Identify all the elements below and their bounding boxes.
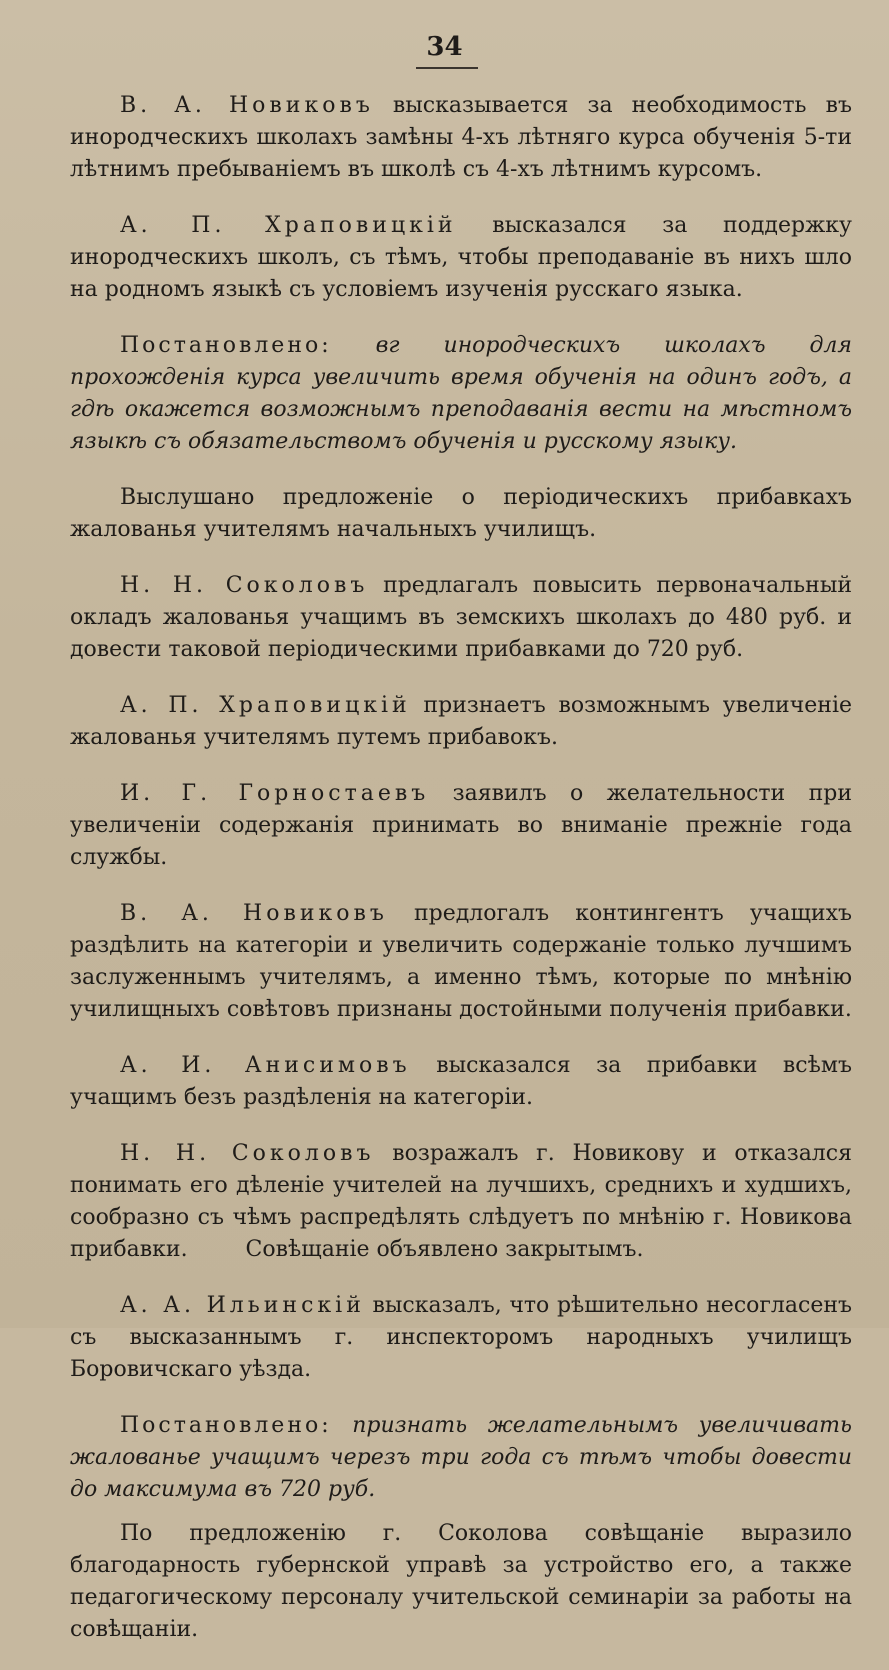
speaker-name: А. П. Храповицкій xyxy=(120,213,457,238)
paragraph-ilyinsky xyxy=(70,1290,852,1386)
document-body xyxy=(70,90,852,1670)
paragraph-text: высказалъ, что рѣшительно несогласенъ съ высказаннымъ г. инспекторомъ народныхъ училищъ Боровичскаго уѣзда. xyxy=(70,1293,852,1382)
page-number: 34 xyxy=(426,32,463,62)
paragraph-text: признаетъ возможнымъ увеличеніе жалованья учителямъ путемъ прибавокъ. xyxy=(70,693,852,750)
paragraph-text: заявилъ о желательности при увеличеніи содержанія принимать во вниманіе прежніе года службы. xyxy=(70,781,852,870)
paragraph-text: высказывается за необходимость въ инородческихъ школахъ замѣны 4-хъ лѣтняго курса обученія 5-ти лѣтнимъ пребываніемъ въ школѣ съ 4-хъ лѣтнимъ курсомъ. xyxy=(70,93,852,182)
paragraph-text: предлагалъ повысить первоначальный окладъ жалованья учащимъ въ земскихъ школахъ до 480 руб. и довести таковой періодическими прибавками до 720 руб. xyxy=(70,573,852,662)
paragraph-novikov-1 xyxy=(70,90,852,186)
paragraph-text: Выслушано предложеніе о періодическихъ прибавкахъ жалованья учителямъ начальныхъ училищъ. xyxy=(70,485,852,542)
closing-line: Совѣщаніе объявлено закрытымъ. xyxy=(245,1237,644,1262)
paragraph-anisimov xyxy=(70,1050,852,1114)
speaker-name: Н. Н. Соколовъ xyxy=(120,1141,375,1166)
resolution-2 xyxy=(70,1410,852,1506)
resolution-label: Постановлено: xyxy=(120,1413,332,1438)
speaker-name: Н. Н. Соколовъ xyxy=(120,573,369,598)
paragraph-khrapovitsky-1 xyxy=(70,210,852,306)
resolution-text: вг инородческихъ школахъ для прохожденія курса увеличить время обученія на одинъ годъ, а гдѣ окажется возможнымъ преподаванія вести на мѣстномъ языкѣ съ обязательствомъ обученія и русскому языку. xyxy=(70,333,852,454)
speaker-name: И. Г. Горностаевъ xyxy=(120,781,430,806)
paragraph-thanks xyxy=(70,1518,852,1646)
resolution-label: Постановлено: xyxy=(120,333,332,358)
speaker-name: А. И. Анисимовъ xyxy=(120,1053,411,1078)
resolution-text: признать желательнымъ увеличивать жалованье учащимъ черезъ три года съ тѣмъ чтобы довести до максимума въ 720 руб. xyxy=(70,1413,852,1502)
speaker-name: А. П. Храповицкій xyxy=(120,693,411,718)
paragraph-khrapovitsky-2 xyxy=(70,690,852,754)
resolution-1 xyxy=(70,330,852,458)
speaker-name: В. А. Новиковъ xyxy=(120,93,374,118)
paragraph-text: высказался за поддержку инородческихъ школъ, съ тѣмъ, чтобы преподаваніе въ нихъ шло на родномъ языкѣ съ условіемъ изученія русскаго языка. xyxy=(70,213,853,302)
page-number-rule xyxy=(416,67,478,69)
paragraph-heard-proposal xyxy=(70,482,852,546)
paragraph-text: По предложенію г. Соколова совѣщаніе выразило благодарность губернской управѣ за устройство его, а также педагогическому персоналу учительской семинаріи за работы на совѣщаніи. xyxy=(70,1521,852,1642)
paragraph-text: возражалъ г. Новикову и отказался понимать его дѣленіе учителей на лучшихъ, среднихъ и худшихъ, сообразно съ чѣмъ распредѣлять слѣдуетъ по мнѣнію г. Новикова прибавки. xyxy=(70,1141,852,1262)
paragraph-novikov-2 xyxy=(70,898,852,1026)
speaker-name: А. А. Ильинскій xyxy=(120,1293,365,1318)
paragraph-gornostaev xyxy=(70,778,852,874)
paragraph-text: предлогалъ контингентъ учащихъ раздѣлить на категоріи и увеличить содержаніе только лучшимъ заслуженнымъ учителямъ, а именно тѣмъ, которые по мнѣнію училищныхъ совѣтовъ признаны достойными полученія прибавки. xyxy=(70,901,852,1022)
paragraph-text: высказался за прибавки всѣмъ учащимъ безъ раздѣленія на категоріи. xyxy=(70,1053,852,1110)
speaker-name: В. А. Новиковъ xyxy=(120,901,388,926)
paragraph-sokolov-1 xyxy=(70,570,852,666)
